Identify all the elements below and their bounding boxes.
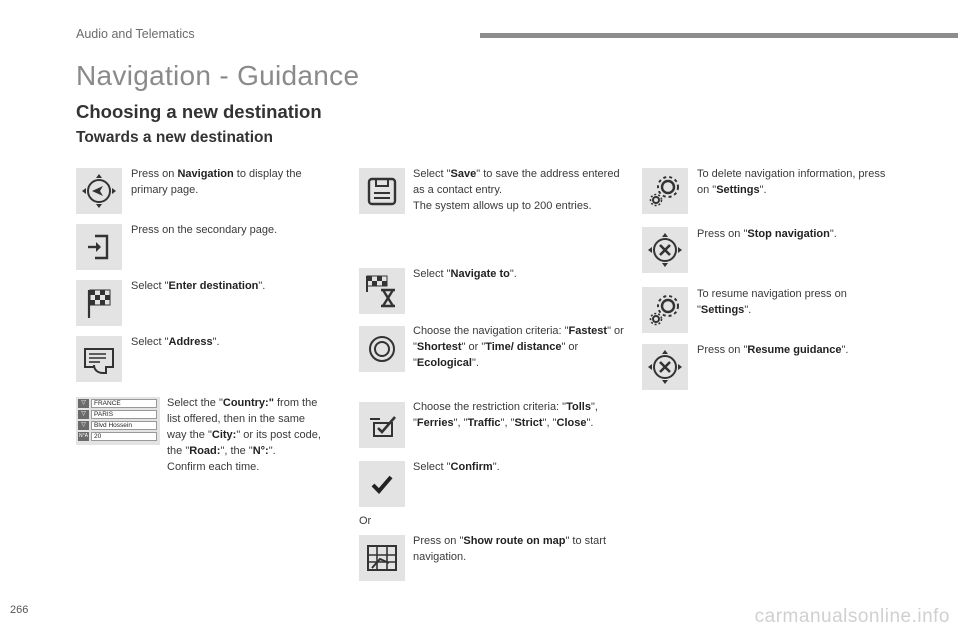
step-save-text: Select "Save" to save the address entered as a contact entry. The system allows up to 200 entries. bbox=[413, 168, 620, 212]
dropdown-icon: ▽ bbox=[78, 421, 89, 430]
step-restriction-text: Choose the restriction criteria: "Tolls", "Ferries", "Traffic", "Strict", "Close". bbox=[413, 401, 598, 429]
save-icon[interactable] bbox=[359, 168, 405, 214]
settings-icon-2[interactable] bbox=[642, 287, 688, 333]
step-resume-text: To resume navigation press on "Settings". bbox=[697, 288, 847, 316]
number-field: 20 bbox=[91, 432, 157, 441]
criteria-icon[interactable] bbox=[359, 326, 405, 372]
step-resume-guidance-text: Press on "Resume guidance". bbox=[697, 344, 849, 356]
city-field: PARIS bbox=[91, 410, 157, 419]
country-field: FRANCE bbox=[91, 399, 157, 408]
address-form-screenshot bbox=[76, 397, 160, 445]
section-subtitle: Choosing a new destination bbox=[76, 101, 322, 122]
section-header: Audio and Telematics bbox=[76, 27, 195, 41]
confirm-icon[interactable] bbox=[359, 461, 405, 507]
road-field: Blvd Hossein bbox=[91, 421, 157, 430]
resume-guidance-icon[interactable] bbox=[642, 344, 688, 390]
dropdown-icon: ▽ bbox=[78, 399, 89, 408]
step-show-route-text: Press on "Show route on map" to start navigation. bbox=[413, 535, 607, 563]
step-secondary-text: Press on the secondary page. bbox=[131, 224, 278, 236]
address-icon[interactable] bbox=[76, 336, 122, 382]
step-country-text: Select the "Country:" from the list offered, then in the same way the "City:" or its post code, the "Road:", the "N°:". Confirm each time. bbox=[167, 397, 321, 473]
step-confirm-text: Select "Confirm". bbox=[413, 461, 500, 473]
map-icon[interactable] bbox=[359, 535, 405, 581]
step-enter-destination-text: Select "Enter destination". bbox=[131, 280, 266, 292]
header-rule bbox=[480, 33, 958, 38]
secondary-page-icon[interactable] bbox=[76, 224, 122, 270]
page-title: Navigation - Guidance bbox=[76, 60, 360, 91]
watermark: carmanualsonline.info bbox=[754, 606, 950, 627]
flag-icon[interactable] bbox=[76, 280, 122, 326]
step-delete-text: To delete navigation information, press on "Settings". bbox=[697, 168, 886, 196]
settings-icon[interactable] bbox=[642, 168, 688, 214]
restriction-icon[interactable] bbox=[359, 402, 405, 448]
step-navigation-text: Press on Navigation to display the primary page. bbox=[131, 168, 302, 196]
step-stop-text: Press on "Stop navigation". bbox=[697, 228, 837, 240]
dropdown-icon: ▽ bbox=[78, 410, 89, 419]
step-address-text: Select "Address". bbox=[131, 336, 220, 348]
page-number: 266 bbox=[10, 604, 29, 616]
number-label: N°A bbox=[79, 433, 88, 439]
navigation-icon[interactable] bbox=[76, 168, 122, 214]
subheading: Towards a new destination bbox=[76, 129, 273, 146]
step-navigate-to-text: Select "Navigate to". bbox=[413, 268, 517, 280]
or-label: Or bbox=[359, 515, 372, 527]
navigate-to-icon[interactable] bbox=[359, 268, 405, 314]
step-criteria-text: Choose the navigation criteria: "Fastest" or "Shortest" or "Time/ distance" or "Ecological". bbox=[413, 325, 624, 369]
stop-navigation-icon[interactable] bbox=[642, 227, 688, 273]
